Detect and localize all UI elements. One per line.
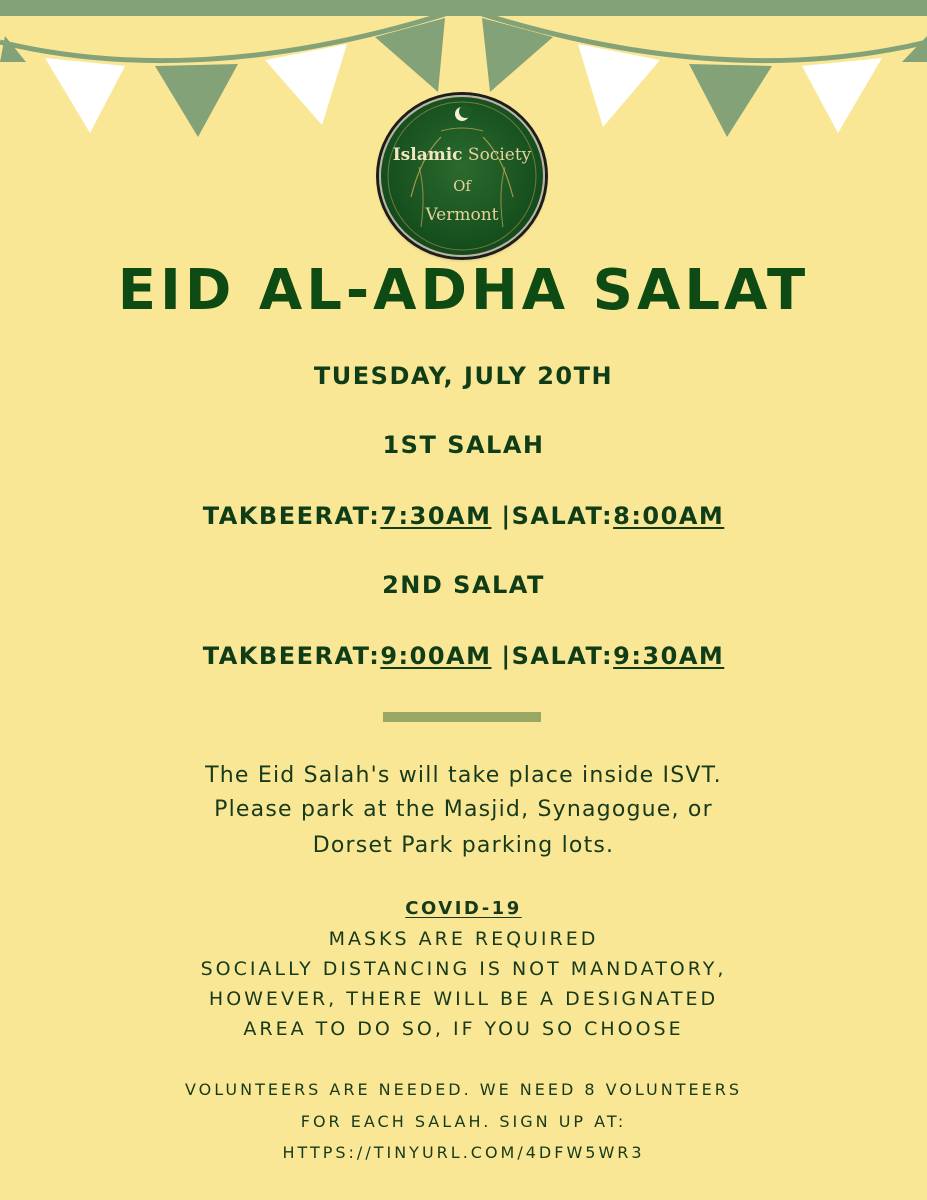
pennant-left-2 xyxy=(45,58,125,133)
info-line-3: Dorset Park parking lots. xyxy=(312,833,615,858)
first-salah-heading: 1ST SALAH xyxy=(382,431,545,459)
crescent-moon-icon xyxy=(455,107,469,121)
info-line-2: Please park at the Masjid, Synagogue, or xyxy=(214,797,713,822)
covid-heading: COVID-19 xyxy=(405,898,522,919)
page-title: EID AL-ADHA SALAT xyxy=(117,258,810,323)
section-divider xyxy=(383,712,541,722)
pennant-right-1 xyxy=(578,44,660,127)
logo-line-2: Of xyxy=(453,177,471,195)
logo-line-1: Islamic Society xyxy=(392,145,532,165)
pennant-left-3 xyxy=(155,64,238,137)
info-line-1: The Eid Salah's will take place inside ISVT. xyxy=(205,763,722,788)
covid-line-1: MASKS ARE REQUIRED xyxy=(328,928,599,950)
first-salat-time: 8:00AM xyxy=(613,502,725,530)
first-salah-times: TAKBEERAT:7:30AM |SALAT:8:00AM xyxy=(202,502,725,530)
covid-line-4: AREA TO DO SO, IF YOU SO CHOOSE xyxy=(243,1018,684,1040)
volunteer-line-1: VOLUNTEERS ARE NEEDED. WE NEED 8 VOLUNTEERS xyxy=(185,1080,742,1099)
volunteer-signup-link[interactable]: HTTPS://TINYURL.COM/4DFW5WR3 xyxy=(282,1143,645,1162)
covid-line-3: HOWEVER, THERE WILL BE A DESIGNATED xyxy=(208,988,719,1010)
islamic-society-logo xyxy=(379,95,545,257)
pennant-right-3 xyxy=(802,58,882,133)
volunteer-line-2: FOR EACH SALAH. SIGN UP AT: xyxy=(300,1112,627,1131)
event-date: TUESDAY, JULY 20TH xyxy=(313,362,614,390)
second-salah-heading: 2ND SALAT xyxy=(382,571,545,599)
logo-line-3: Vermont xyxy=(425,205,499,225)
second-salat-time: 9:30AM xyxy=(613,642,725,670)
pennant-right-2 xyxy=(689,64,772,137)
second-salah-times: TAKBEERAT:9:00AM |SALAT:9:30AM xyxy=(202,642,725,670)
first-takbeerat-time: 7:30AM xyxy=(380,502,492,530)
second-takbeerat-time: 9:00AM xyxy=(380,642,492,670)
covid-line-2: SOCIALLY DISTANCING IS NOT MANDATORY, xyxy=(200,958,727,980)
pennant-left-4 xyxy=(265,44,347,125)
